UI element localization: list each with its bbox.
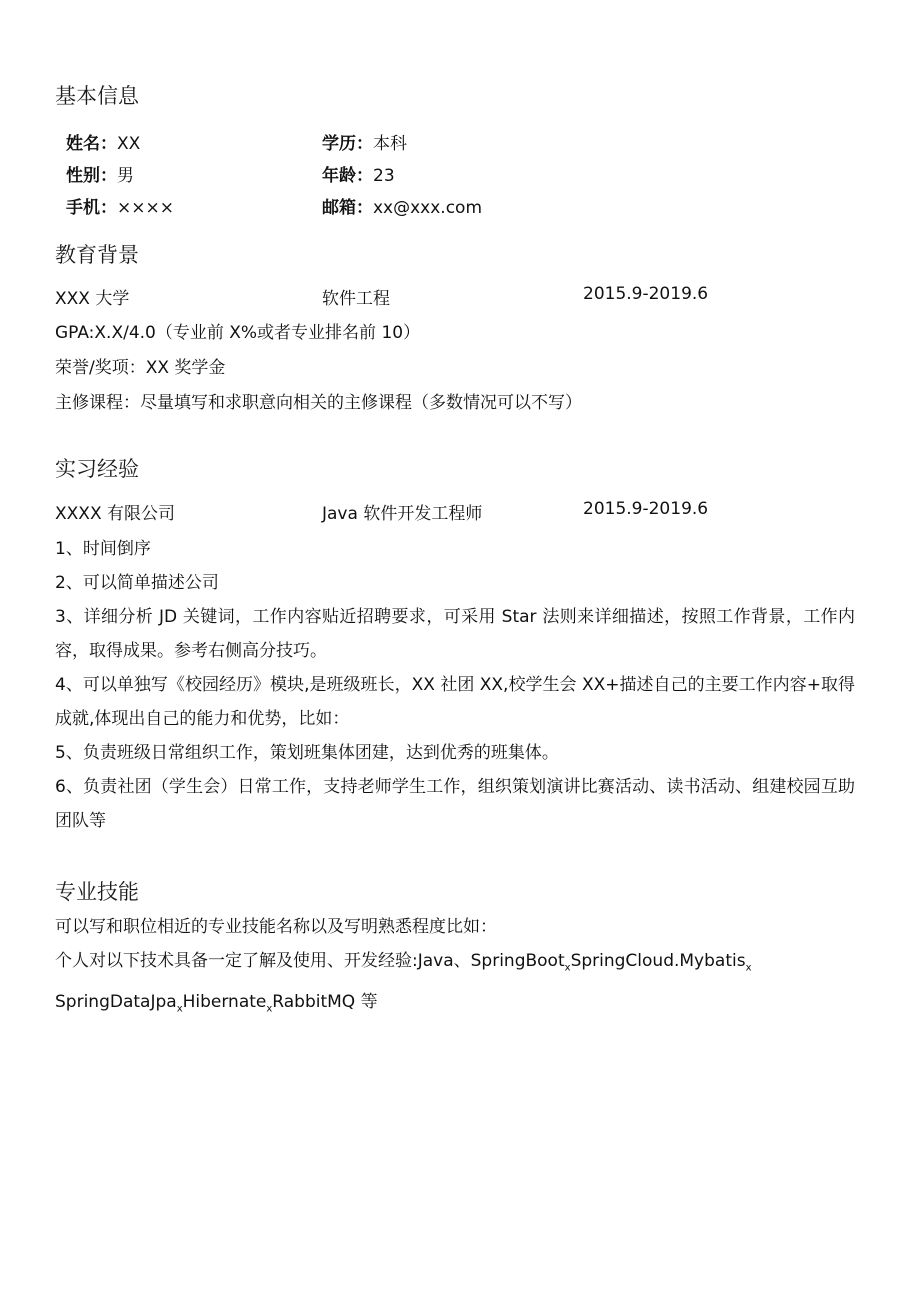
list-item: 2、可以简单描述公司 (55, 573, 219, 593)
education-level-value: 本科 (373, 134, 407, 154)
email-label: 邮箱： (322, 198, 373, 218)
name-field (66, 129, 140, 154)
skills-intro: 可以写和职位相近的专业技能名称以及写明熟悉程度比如： (55, 917, 497, 937)
email-field (322, 193, 482, 218)
gender-label: 性别： (66, 166, 117, 186)
age-field (322, 161, 395, 186)
skills-detail-part: SpringCloud.Mybatis (570, 951, 746, 971)
subscript-x: x (564, 962, 571, 974)
skills-detail-part: 个人对以下技术具备一定了解及使用、开发经验:Java、SpringBoot (55, 951, 565, 971)
subscript-x: x (176, 1003, 183, 1015)
skills-detail-part: SpringDataJpa (55, 992, 177, 1013)
internship-items (55, 532, 855, 838)
name-label: 姓名： (66, 134, 117, 154)
email-value: xx@xxx.com (373, 198, 483, 218)
skills-body (55, 910, 865, 1027)
gpa-line: GPA:X.X/4.0（专业前 X%或者专业排名前 10） (55, 323, 421, 343)
education-level-field (322, 129, 407, 154)
internship-period: 2015.9-2019.6 (583, 499, 709, 519)
list-item: 4、可以单独写《校园经历》模块,是班级班长，XX 社团 XX,校学生会 XX+描述自己的主要工作内容+取得成就,体现出自己的能力和优势，比如： (55, 675, 855, 729)
list-item: 5、负责班级日常组织工作，策划班集体团建，达到优秀的班集体。 (55, 743, 559, 763)
subscript-x: x (266, 1003, 273, 1015)
education-period: 2015.9-2019.6 (583, 284, 709, 304)
name-value: XX (117, 134, 141, 154)
major-name: 软件工程 (322, 289, 390, 309)
education-level-label: 学历： (322, 134, 373, 154)
basic-info-title: 基本信息 (55, 84, 139, 108)
skills-detail (55, 944, 865, 1027)
phone-value: ×××× (117, 198, 174, 218)
skills-detail-part: RabbitMQ 等 (272, 992, 378, 1013)
skills-detail-part: Hibernate (182, 992, 267, 1013)
skills-title: 专业技能 (55, 880, 139, 904)
courses-line: 主修课程：尽量填写和求职意向相关的主修课程（多数情况可以不写） (55, 393, 582, 413)
subscript-x: x (745, 962, 752, 974)
phone-label: 手机： (66, 198, 117, 218)
age-label: 年龄： (322, 166, 373, 186)
gender-field (66, 161, 134, 186)
age-value: 23 (373, 166, 395, 186)
honor-line: 荣誉/奖项：XX 奖学金 (55, 358, 226, 378)
gender-value: 男 (117, 166, 134, 186)
internship-title: 实习经验 (55, 457, 139, 481)
school-name: XXX 大学 (55, 289, 130, 309)
list-item: 1、时间倒序 (55, 539, 151, 559)
company-name: XXXX 有限公司 (55, 504, 175, 524)
phone-field (66, 193, 174, 218)
position-name: Java 软件开发工程师 (322, 504, 483, 524)
list-item: 3、详细分析 JD 关键词，工作内容贴近招聘要求，可采用 Star 法则来详细描述，按照工作背景，工作内容，取得成果。参考右侧高分技巧。 (55, 607, 855, 661)
education-title: 教育背景 (55, 243, 139, 267)
list-item: 6、负责社团（学生会）日常工作，支持老师学生工作，组织策划演讲比赛活动、读书活动、组建校园互助团队等 (55, 777, 855, 831)
